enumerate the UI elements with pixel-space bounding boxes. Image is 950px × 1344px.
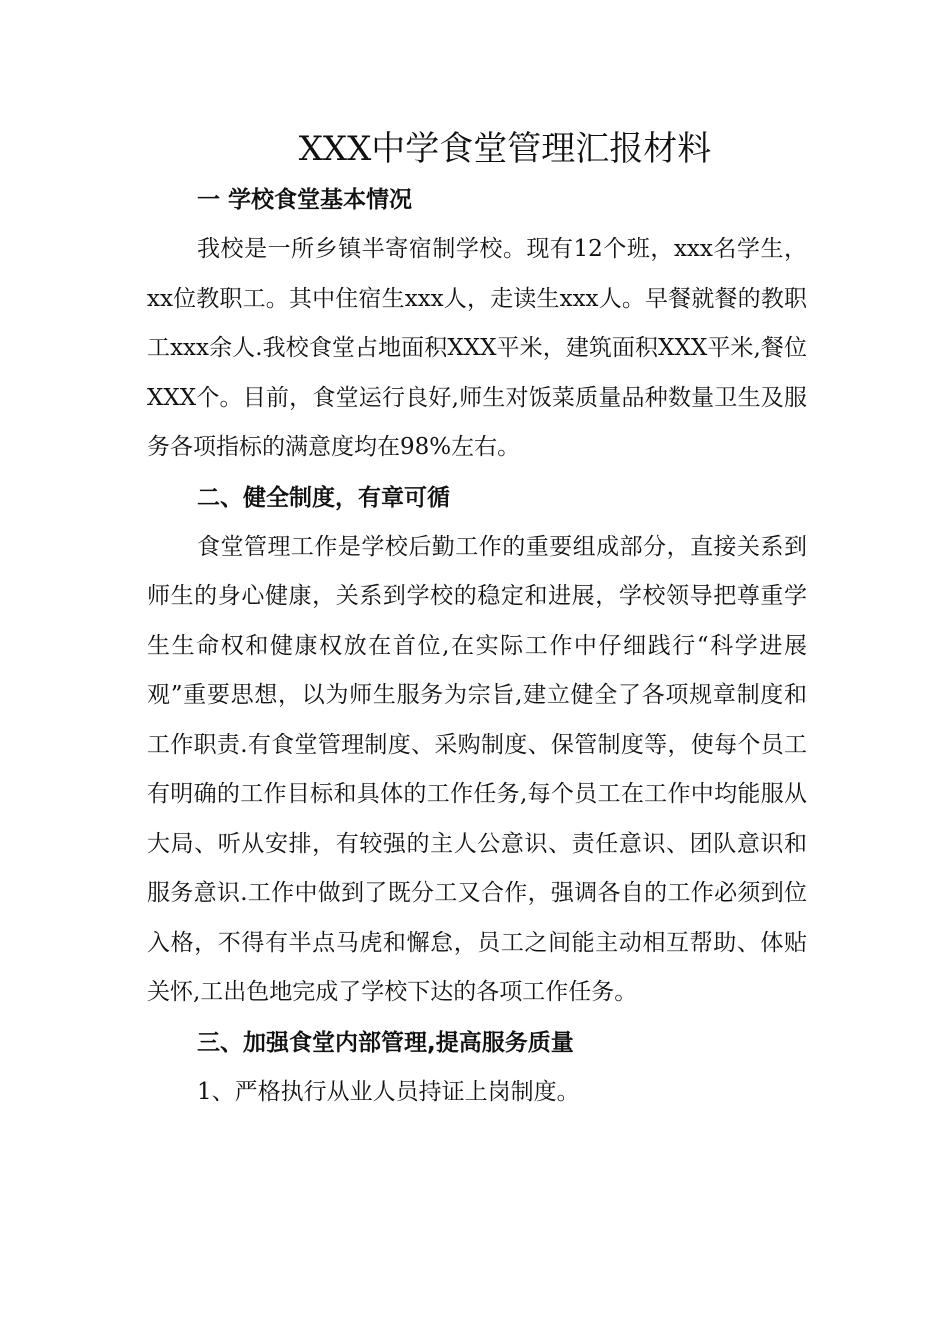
- document-body: [147, 175, 807, 1117]
- document-title: XXX中学食堂管理汇报材料: [298, 129, 712, 169]
- section-3-paragraph-1: 1、严格执行从业人员持证上岗制度。: [197, 1078, 580, 1105]
- section-2-paragraph-1: 食堂管理工作是学校后勤工作的重要组成部分，直接关系到师生的身心健康，关系到学校的稳定和进展，学校领导把尊重学生生命权和健康权放在首位,在实际工作中仔细践行“科学进展观”重要思想，以为师生服务为宗旨,建立健全了各项规章制度和工作职责.有食堂管理制度、采购制度、保管制度等，使每个员工有明确的工作目标和具体的工作任务,每个员工在工作中均能服从大局、听从安排，有较强的主人公意识、责任意识、团队意识和服务意识.工作中做到了既分工又合作，强调各自的工作必须到位入格，不得有半点马虎和懈怠，员工之间能主动相互帮助、体贴关怀,工出色地完成了学校下达的各项工作任务。: [147, 533, 807, 1005]
- section-heading-1: 一 学校食堂基本情况: [197, 187, 413, 213]
- section-heading-3: 三、加强食堂内部管理,提高服务质量: [197, 1029, 574, 1056]
- section-heading-2: 二、健全制度，有章可循: [197, 484, 450, 511]
- section-1-paragraph-1: 我校是一所乡镇半寄宿制学校。现有12个班，xxx名学生，xx位教职工。其中住宿生xxx人，走读生xxx人。早餐就餐的教职工xxx余人.我校食堂占地面积XXX平米，建筑面积XXX平米,餐位XXX个。目前，食堂运行良好,师生对饭菜质量品种数量卫生及服务各项指标的满意度均在98%左右。: [147, 236, 807, 460]
